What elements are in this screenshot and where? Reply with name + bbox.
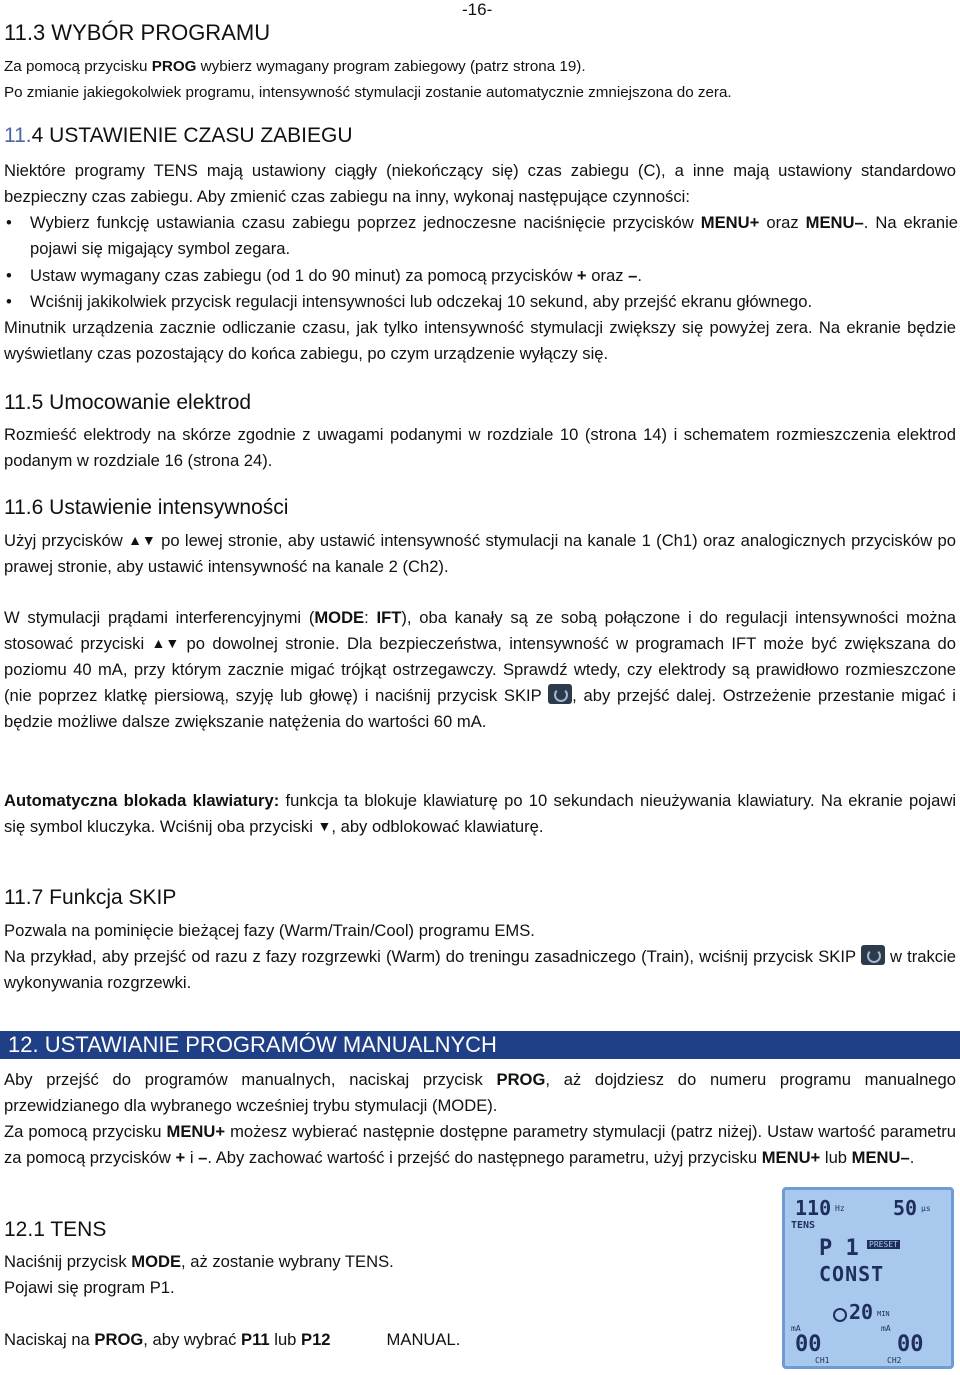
text: Aby przejść do programów manualnych, naciskaj przycisk (4, 1070, 497, 1089)
lcd-ch2-label: CH2 (887, 1356, 902, 1365)
text: oraz (586, 266, 629, 285)
prog-keyword: PROG (151, 58, 197, 75)
section-title: 4 USTAWIENIE CZASU ZABIEGU (31, 124, 353, 147)
lcd-frequency: 110 (795, 1196, 832, 1220)
text: . Aby zachować wartość i przejść do następnego parametru, użyj przycisku (207, 1148, 762, 1167)
triangle-up-icon: ▲ (128, 532, 142, 548)
s114-paragraph-2: Minutnik urządzenia zacznie odliczanie czasu, jak tylko intensywność stymulacji zwiększy się powyżej zera. Na ekranie będzie wyświetlany czas pozostający do końca zabiegu, po czym urządzenie wyłączy się. (4, 318, 956, 363)
text: . Na ekranie pojawi się migający symbol zegara. (30, 213, 958, 258)
lcd-ma2: mA (881, 1324, 891, 1333)
triangle-down-icon: ▼ (317, 818, 332, 834)
text: Naciśnij przycisk (4, 1252, 132, 1271)
section-11-6-heading (4, 496, 288, 520)
lcd-preset-badge: PRESET (869, 1240, 898, 1249)
s121-paragraph-2: Pojawi się program P1. (4, 1278, 175, 1297)
triangle-down-icon: ▼ (141, 532, 156, 548)
lcd-ch1-label: CH1 (815, 1356, 830, 1365)
text: lub (820, 1148, 852, 1167)
lcd-display (782, 1187, 954, 1369)
text: ), oba kanały są ze sobą połączone i do regulacji intensywności można stosować przyciski (4, 608, 956, 653)
text: Za pomocą przycisku (4, 58, 152, 75)
lcd-ch2-value: 00 (897, 1332, 924, 1357)
p12-keyword: P12 (301, 1330, 331, 1349)
text: oraz (759, 213, 806, 232)
keyboard-lock-label: Automatyczna blokada klawiatury: (4, 791, 280, 810)
mode-keyword: MODE (314, 608, 365, 627)
bullet-text: Wciśnij jakikolwiek przycisk regulacji intensywności lub odczekaj 10 sekund, aby przejść ekranu głównego. (30, 292, 813, 311)
prog-keyword: PROG (496, 1070, 546, 1089)
s114-bullet-1 (6, 210, 958, 262)
text: , aby odblokować klawiaturę. (331, 817, 544, 836)
lcd-width: 50 (893, 1196, 918, 1220)
triangle-down-icon: ▼ (165, 635, 180, 651)
section-11-5-heading (4, 391, 251, 415)
text: Na przykład, aby przejść od razu z fazy rozgrzewki (Warm) do treningu zasadniczego (Train), wciśnij przycisk SKIP (4, 947, 861, 966)
bullet-icon: • (6, 266, 12, 285)
triangle-up-icon: ▲ (151, 635, 166, 651)
text: i (185, 1148, 199, 1167)
lcd-program: P 1 (819, 1236, 859, 1261)
menu-plus: MENU+ (166, 1122, 226, 1141)
skip-icon (548, 684, 572, 704)
text: , aż dojdziesz do numeru programu manualnego przewidzianego dla wybranego wcześniej trybu stymulacji (MODE). (4, 1070, 956, 1115)
text: Wybierz funkcję ustawiania czasu zabiegu poprzez jednoczesne naciśnięcie przycisków (30, 213, 701, 232)
section-title: 3 WYBÓR PROGRAMU (32, 20, 271, 45)
text: Naciskaj na (4, 1330, 95, 1349)
lcd-width-unit: µs (921, 1204, 931, 1213)
menu-minus: MENU– (851, 1148, 910, 1167)
s117-paragraph-1: Pozwala na pominięcie bieżącej fazy (Warm/Train/Cool) programu EMS. (4, 921, 535, 940)
minus: – (628, 266, 638, 285)
s117-paragraph-2 (4, 944, 956, 996)
text: po lewej stronie, aby ustawić intensywność stymulacji na kanale 1 (Ch1) oraz analogicznych przycisków po prawej stronie, aby ustawić intensywność na kanale 2 (Ch2). (4, 531, 956, 576)
text: W stymulacji prądami interferencyjnymi ( (4, 608, 315, 627)
s114-bullet-3 (6, 289, 958, 315)
page-number: -16- (462, 0, 493, 19)
lcd-mode: TENS (791, 1220, 816, 1231)
s12-paragraph-1 (4, 1067, 956, 1119)
lcd-time-unit: MIN (877, 1310, 890, 1318)
text: wybierz wymagany program zabiegowy (patrz strona 19). (196, 58, 586, 75)
text: , aż zostanie wybrany TENS. (181, 1252, 394, 1271)
text: . (909, 1148, 915, 1167)
bullet-text (30, 210, 958, 262)
p11-keyword: P11 (241, 1330, 270, 1349)
menu-plus: MENU+ (700, 213, 760, 232)
text: Ustaw wymagany czas zabiegu (od 1 do 90 minut) za pomocą przycisków (30, 266, 577, 285)
s116-paragraph-1 (4, 528, 956, 580)
chapter-12-heading-bar: 12. USTAWIANIE PROGRAMÓW MANUALNYCH (0, 1031, 960, 1059)
minus: – (198, 1148, 208, 1167)
s12-paragraph-2 (4, 1119, 956, 1171)
s113-paragraph-1 (4, 54, 956, 80)
text: , aby przejść dalej. Ostrzeżenie przestanie migać i będzie możliwe dalsze zwiększanie natężenia do wartości 60 mA. (4, 686, 956, 731)
lcd-frequency-unit: Hz (835, 1204, 845, 1213)
s113-paragraph-2: Po zmianie jakiegokolwiek programu, intensywność stymulacji zostanie automatycznie zmniejszona do zera. (4, 84, 732, 101)
text: po dowolnej stronie. Dla bezpieczeństwa, intensywność w programach IFT może być zwiększana do poziomu 40 mA, przy którym zacznie migać trójkąt ostrzegawczy. Sprawdź wtedy, czy elektrody są prawidłowo rozmieszczone (nie poprzez klatkę piersiową, szyję lub głowę) i naciśnij przycisk SKIP (4, 634, 956, 705)
menu-minus: MENU– (805, 213, 864, 232)
lcd-ch1-value: 00 (795, 1332, 822, 1357)
section-number: 11. (4, 886, 32, 909)
plus: + (576, 266, 587, 285)
manual-keyword: MANUAL. (386, 1330, 461, 1349)
section-11-7-heading (4, 886, 176, 910)
lcd-time: 20 (849, 1300, 874, 1324)
section-number: 11. (4, 124, 32, 147)
menu-plus: MENU+ (761, 1148, 821, 1167)
section-number: 11. (4, 20, 33, 45)
s121-paragraph-3 (4, 1327, 764, 1353)
section-12-1-heading: 12.1 TENS (4, 1218, 107, 1241)
section-title: 6 Ustawienie intensywności (31, 496, 289, 519)
text: funkcja ta blokuje klawiaturę po 10 sekundach nieużywania klawiatury. Na ekranie pojawi się symbol kluczyka. Wciśnij oba przyciski (4, 791, 957, 836)
section-title: 7 Funkcja SKIP (31, 886, 177, 909)
s116-paragraph-2 (4, 605, 956, 735)
section-11-4-heading (4, 124, 353, 148)
bullet-icon: • (6, 292, 12, 311)
bullet-text (30, 263, 958, 289)
lcd-ma1: mA (791, 1324, 801, 1333)
text: w trakcie wykonywania rozgrzewki. (4, 947, 957, 992)
skip-icon (861, 945, 885, 965)
ift-keyword: IFT (376, 608, 402, 627)
text: , aby wybrać (143, 1330, 242, 1349)
section-number: 11. (4, 391, 32, 414)
text: lub (269, 1330, 302, 1349)
mode-keyword: MODE (131, 1252, 182, 1271)
s114-bullet-2 (6, 263, 958, 289)
text: Użyj przycisków (4, 531, 129, 550)
s114-paragraph-1: Niektóre programy TENS mają ustawiony ciągły (niekończący się) czas zabiegu (C), a inne mają ustawiony standardowo bezpieczny czas zabiegu. Aby zmienić czas zabiegu na inny, wykonaj następujące czynności: (4, 161, 956, 206)
section-number: 11. (4, 496, 32, 519)
prog-keyword: PROG (94, 1330, 144, 1349)
s121-paragraph-1 (4, 1249, 764, 1275)
s115-paragraph-1: Rozmieść elektrody na skórze zgodnie z uwagami podanymi w rozdziale 10 (strona 14) i schematem rozmieszczenia elektrod podanym w rozdziale 16 (strona 24). (4, 425, 956, 470)
plus: + (175, 1148, 186, 1167)
text: możesz wybierać następnie dostępne parametry stymulacji (patrz niżej). Ustaw wartość parametru za pomocą przycisków (4, 1122, 956, 1167)
text: . (637, 266, 642, 285)
section-11-3-heading (4, 20, 270, 46)
clock-icon (833, 1308, 847, 1322)
s116-paragraph-3 (4, 788, 956, 840)
text: : (364, 608, 377, 627)
section-title: 5 Umocowanie elektrod (31, 391, 252, 414)
text: Za pomocą przycisku (4, 1122, 167, 1141)
lcd-timer-mode: CONST (819, 1262, 885, 1286)
bullet-icon: • (6, 213, 12, 232)
